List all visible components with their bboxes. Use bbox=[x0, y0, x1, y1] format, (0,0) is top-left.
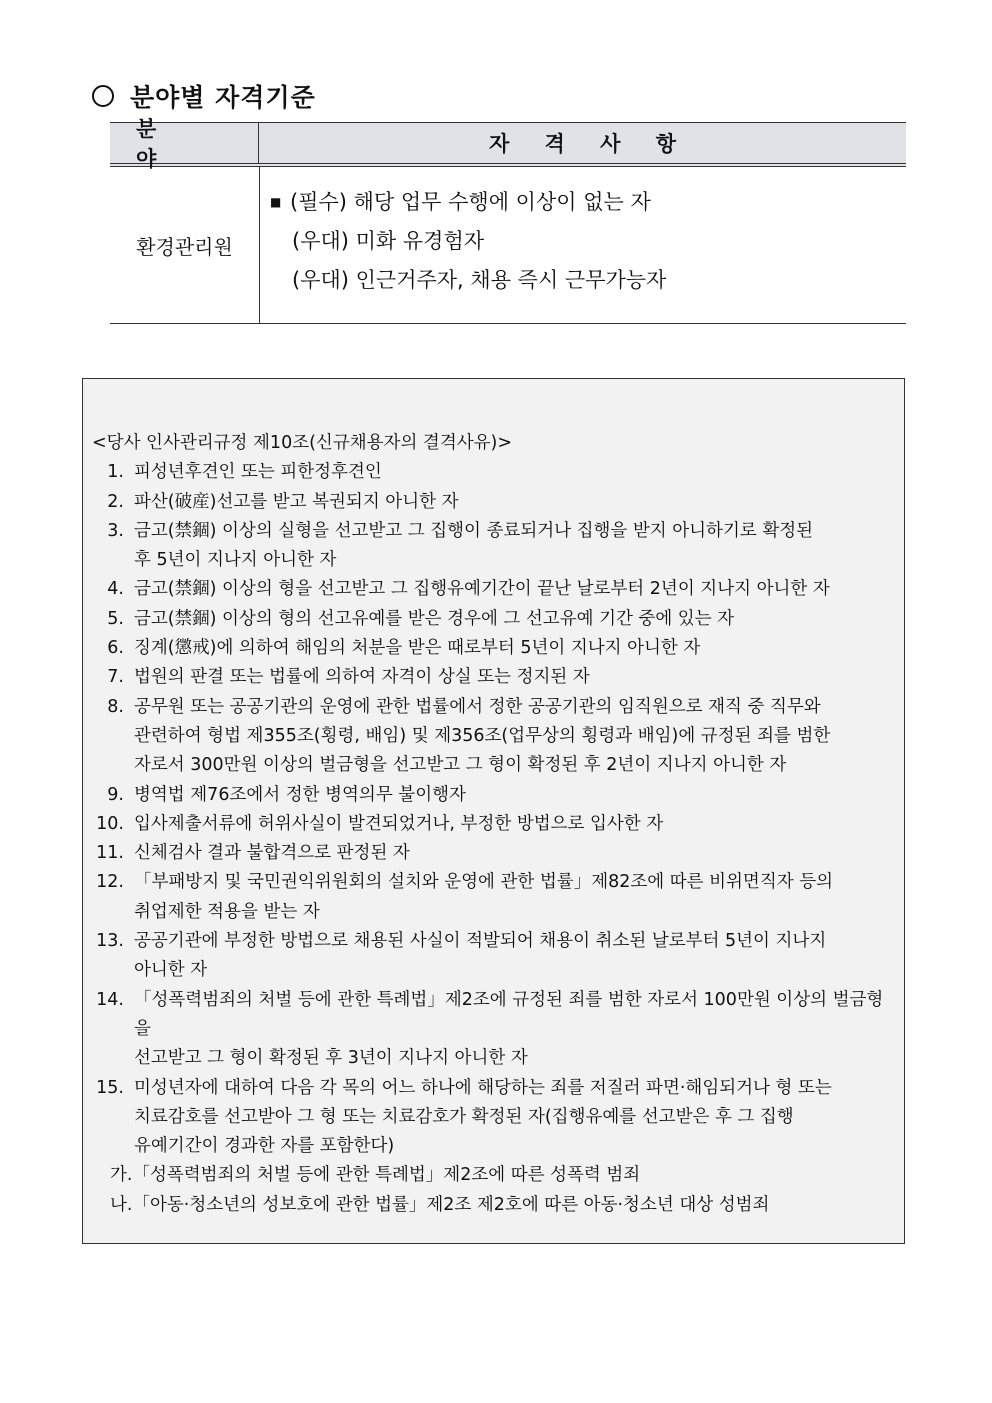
item-line: 관련하여 형법 제355조(횡령, 배임) 및 제356조(업무상의 횡령과 배임)에 규정된 죄를 범한 bbox=[134, 725, 831, 746]
item-text bbox=[124, 839, 898, 868]
qualification-line: (우대) 미화 유경험자 bbox=[292, 229, 485, 253]
item-line: 선고받고 그 형이 확정된 후 3년이 지나지 아니한 자 bbox=[134, 1048, 528, 1069]
item-text bbox=[124, 693, 898, 781]
item-number: 3. bbox=[107, 520, 124, 541]
item-text bbox=[124, 634, 898, 663]
item-line: 금고(禁錮) 이상의 형을 선고받고 그 집행유예기간이 끝난 날로부터 2년이 지나지 아니한 자 bbox=[134, 579, 830, 600]
list-item bbox=[92, 575, 898, 604]
sub-item: 나.「아동·청소년의 성보호에 관한 법률」제2조 제2호에 따른 아동·청소년 대상 성범죄 bbox=[110, 1194, 770, 1215]
list-item bbox=[92, 663, 898, 692]
item-number: 12. bbox=[96, 872, 124, 893]
list-item bbox=[92, 634, 898, 663]
item-number: 4. bbox=[107, 579, 124, 600]
item-text bbox=[124, 868, 898, 927]
item-number: 6. bbox=[107, 638, 124, 659]
item-text bbox=[124, 488, 898, 517]
item-text bbox=[124, 517, 898, 576]
item-text bbox=[124, 986, 898, 1074]
header-qualification: 자 격 사 항 bbox=[488, 132, 691, 156]
item-line: 피성년후견인 또는 피한정후견인 bbox=[134, 462, 382, 483]
item-number: 1. bbox=[107, 462, 124, 483]
item-line: 금고(禁錮) 이상의 실형을 선고받고 그 집행이 종료되거나 집행을 받지 아니하기로 확정된 bbox=[134, 520, 814, 541]
list-item bbox=[92, 781, 898, 810]
item-text bbox=[124, 810, 898, 839]
item-line: 아니한 자 bbox=[134, 960, 208, 981]
list-item bbox=[92, 868, 898, 927]
item-line: 입사제출서류에 허위사실이 발견되었거나, 부정한 방법으로 입사한 자 bbox=[134, 813, 664, 834]
section-heading-text: 분야별 자격기준 bbox=[130, 83, 316, 112]
item-line: 법원의 판결 또는 법률에 의하여 자격이 상실 또는 정지된 자 bbox=[134, 667, 590, 688]
list-item bbox=[92, 605, 898, 634]
item-line: 후 5년이 지나지 아니한 자 bbox=[134, 550, 337, 571]
qualification-cell bbox=[260, 167, 906, 323]
item-text bbox=[124, 663, 898, 692]
field-cell: 환경관리원 bbox=[110, 167, 260, 323]
item-text bbox=[124, 458, 898, 487]
list-item bbox=[92, 839, 898, 868]
list-item bbox=[92, 458, 898, 487]
list-item bbox=[92, 517, 898, 576]
item-number: 11. bbox=[96, 843, 124, 864]
item-line: 파산(破産)선고를 받고 복권되지 아니한 자 bbox=[134, 491, 459, 512]
item-line: 징계(懲戒)에 의하여 해임의 처분을 받은 때로부터 5년이 지나지 아니한 자 bbox=[134, 638, 701, 659]
circle-bullet-icon bbox=[92, 85, 114, 107]
item-text bbox=[124, 927, 898, 986]
sub-item: 가.「성폭력범죄의 처벌 등에 관한 특례법」제2조에 따른 성폭력 범죄 bbox=[110, 1165, 641, 1186]
item-text bbox=[124, 605, 898, 634]
list-item bbox=[92, 927, 898, 986]
item-line: 「성폭력범죄의 처벌 등에 관한 특례법」제2조에 규정된 죄를 범한 자로서 100만원 이상의 벌금형을 bbox=[134, 989, 884, 1039]
box-title: <당사 인사관리규정 제10조(신규채용자의 결격사유)> bbox=[92, 433, 513, 453]
item-number: 8. bbox=[107, 696, 124, 717]
item-line: 유예기간이 경과한 자를 포함한다) bbox=[134, 1136, 395, 1157]
item-line: 신체검사 결과 불합격으로 판정된 자 bbox=[134, 843, 410, 864]
item-number: 2. bbox=[107, 491, 124, 512]
table-header-row bbox=[110, 117, 906, 171]
item-number: 14. bbox=[96, 989, 124, 1010]
item-line: 자로서 300만원 이상의 벌금형을 선고받고 그 형이 확정된 후 2년이 지나지 아니한 자 bbox=[134, 755, 787, 776]
square-bullet-icon: ■ bbox=[270, 195, 282, 209]
item-line: 취업제한 적용을 받는 자 bbox=[134, 901, 320, 922]
item-text bbox=[124, 575, 898, 604]
item-number: 13. bbox=[96, 931, 124, 952]
item-text bbox=[124, 781, 898, 810]
item-line: 「부패방지 및 국민권익위원회의 설치와 운영에 관한 법률」제82조에 따른 비위면직자 등의 bbox=[134, 872, 834, 893]
list-item bbox=[92, 986, 898, 1074]
list-item bbox=[92, 693, 898, 781]
item-number: 15. bbox=[96, 1077, 124, 1098]
item-number: 5. bbox=[107, 608, 124, 629]
qualification-line: (우대) 인근거주자, 채용 즉시 근무가능자 bbox=[292, 268, 667, 292]
list-item bbox=[92, 1074, 898, 1162]
item-number: 10. bbox=[96, 813, 124, 834]
item-line: 공공기관에 부정한 방법으로 채용된 사실이 적발되어 채용이 취소된 날로부터 5년이 지나지 bbox=[134, 931, 827, 952]
item-number: 7. bbox=[107, 667, 124, 688]
list-item bbox=[92, 488, 898, 517]
item-text bbox=[124, 1074, 898, 1162]
item-line: 금고(禁錮) 이상의 형의 선고유예를 받은 경우에 그 선고유예 기간 중에 있는 자 bbox=[134, 608, 735, 629]
list-item bbox=[92, 810, 898, 839]
table-row bbox=[110, 167, 906, 324]
header-field: 분 야 bbox=[110, 123, 259, 163]
item-line: 미성년자에 대하여 다음 각 목의 어느 하나에 해당하는 죄를 저질러 파면·해임되거나 형 또는 bbox=[134, 1077, 832, 1098]
qualification-table bbox=[110, 117, 906, 324]
item-line: 병역법 제76조에서 정한 병역의무 불이행자 bbox=[134, 784, 466, 805]
item-number: 9. bbox=[107, 784, 124, 805]
disqualification-box bbox=[82, 378, 905, 1244]
item-line: 공무원 또는 공공기관의 운영에 관한 법률에서 정한 공공기관의 임직원으로 재직 중 직무와 bbox=[134, 696, 821, 717]
section-heading bbox=[92, 78, 316, 114]
qualification-line: (필수) 해당 업무 수행에 이상이 없는 자 bbox=[290, 190, 651, 214]
item-line: 치료감호를 선고받아 그 형 또는 치료감호가 확정된 자(집행유예를 선고받은 후 그 집행 bbox=[134, 1106, 794, 1127]
